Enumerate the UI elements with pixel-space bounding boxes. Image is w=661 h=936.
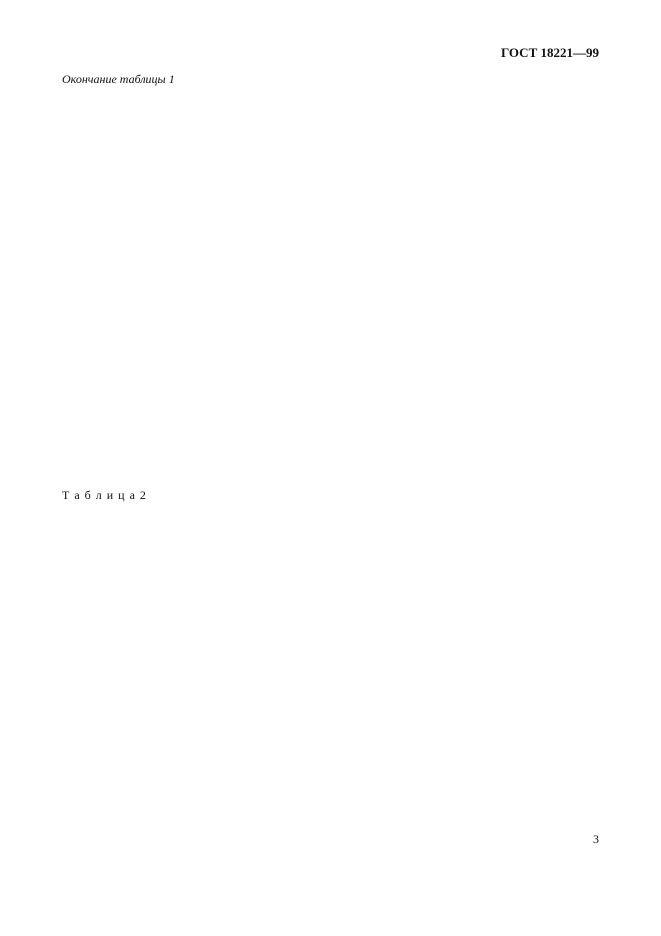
table2-caption: Т а б л и ц а 2 bbox=[62, 488, 147, 502]
doc-header: ГОСТ 18221—99 bbox=[500, 45, 599, 60]
table1-caption: Окончание таблицы 1 bbox=[62, 72, 175, 86]
page-number: 3 bbox=[593, 832, 599, 846]
